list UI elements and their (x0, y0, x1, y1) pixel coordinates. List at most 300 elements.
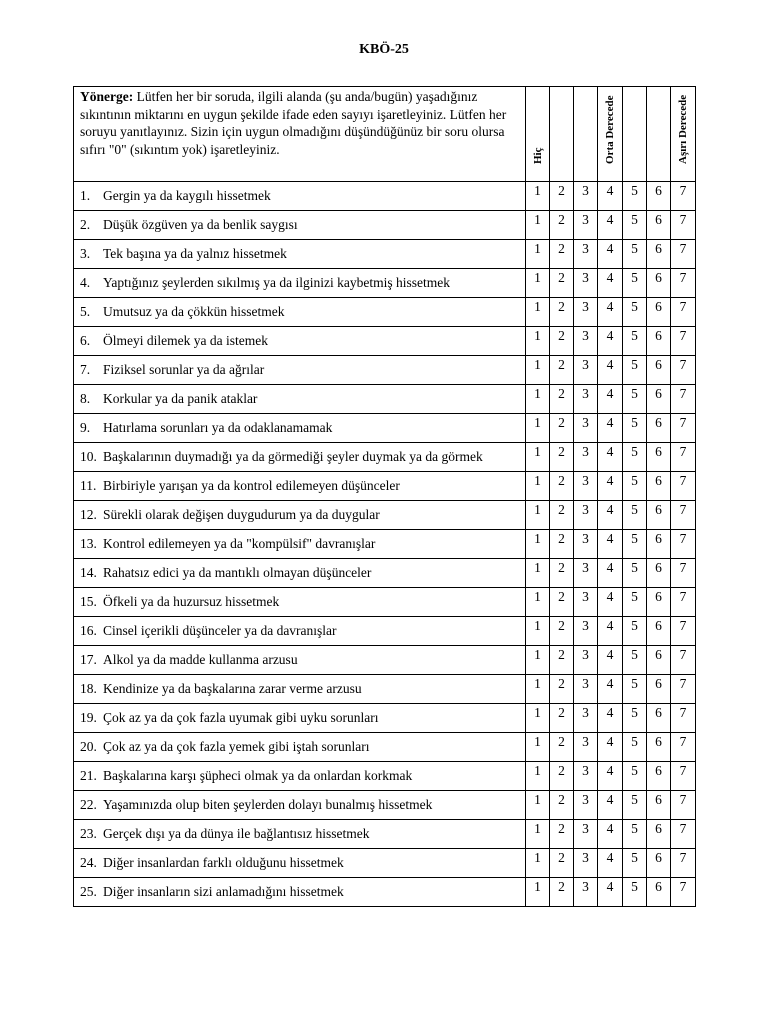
rating-option-value: 7 (679, 386, 687, 401)
rating-option-value: 4 (606, 299, 614, 314)
rating-option-value: 6 (655, 850, 662, 865)
item-row (74, 443, 696, 472)
rating-option-7[interactable] (671, 298, 696, 327)
header-row (74, 87, 696, 182)
rating-option-2[interactable] (550, 646, 574, 675)
item-number: 2. (80, 217, 91, 232)
rating-option-value: 1 (534, 212, 541, 227)
rating-option-2[interactable] (550, 762, 574, 791)
rating-option-value: 1 (534, 444, 541, 459)
rating-option-value: 6 (655, 618, 662, 633)
rating-option-6[interactable] (647, 182, 671, 211)
rating-option-value: 7 (679, 502, 687, 517)
rating-option-5[interactable] (623, 646, 647, 675)
rating-option-3[interactable] (574, 472, 598, 501)
item-number: 11. (80, 478, 97, 493)
rating-option-value: 3 (582, 241, 589, 256)
rating-option-3[interactable] (574, 356, 598, 385)
rating-option-1[interactable] (526, 675, 550, 704)
instruction-label: Yönerge: (80, 89, 134, 104)
rating-option-4[interactable] (598, 414, 623, 443)
rating-option-1[interactable] (526, 414, 550, 443)
item-number: 19. (80, 710, 97, 725)
item-number: 21. (80, 768, 97, 783)
item-row (74, 559, 696, 588)
rating-option-6[interactable] (647, 791, 671, 820)
item-row (74, 646, 696, 675)
rating-option-5[interactable] (623, 356, 647, 385)
rating-option-6[interactable] (647, 878, 671, 907)
rating-option-6[interactable] (647, 240, 671, 269)
rating-option-7[interactable] (671, 240, 696, 269)
item-text: Alkol ya da madde kullanma arzusu (103, 652, 298, 667)
item-question-cell (74, 211, 526, 240)
rating-option-5[interactable] (623, 588, 647, 617)
rating-option-1[interactable] (526, 269, 550, 298)
rating-option-3[interactable] (574, 530, 598, 559)
item-text: Birbiriyle yarışan ya da kontrol edilemeyen düşünceler (103, 478, 400, 493)
item-question-cell (74, 820, 526, 849)
rating-option-1[interactable] (526, 443, 550, 472)
rating-option-3[interactable] (574, 501, 598, 530)
item-number: 20. (80, 739, 97, 754)
rating-option-value: 7 (679, 792, 687, 807)
rating-option-7[interactable] (671, 472, 696, 501)
rating-option-2[interactable] (550, 501, 574, 530)
item-number: 1. (80, 188, 91, 203)
rating-option-6[interactable] (647, 356, 671, 385)
rating-option-value: 1 (534, 850, 541, 865)
rating-option-6[interactable] (647, 559, 671, 588)
rating-option-4[interactable] (598, 849, 623, 878)
rating-option-2[interactable] (550, 733, 574, 762)
rating-option-5[interactable] (623, 414, 647, 443)
rating-option-1[interactable] (526, 559, 550, 588)
rating-option-6[interactable] (647, 704, 671, 733)
rating-option-3[interactable] (574, 443, 598, 472)
rating-option-4[interactable] (598, 211, 623, 240)
rating-option-2[interactable] (550, 240, 574, 269)
rating-option-2[interactable] (550, 820, 574, 849)
item-number: 9. (80, 420, 91, 435)
rating-option-1[interactable] (526, 588, 550, 617)
rating-option-4[interactable] (598, 791, 623, 820)
rating-option-2[interactable] (550, 298, 574, 327)
item-row (74, 327, 696, 356)
item-text: Çok az ya da çok fazla uyumak gibi uyku sorunları (103, 710, 379, 725)
rating-option-1[interactable] (526, 530, 550, 559)
rating-option-5[interactable] (623, 762, 647, 791)
item-text: Rahatsız edici ya da mantıklı olmayan düşünceler (103, 565, 372, 580)
rating-option-1[interactable] (526, 617, 550, 646)
rating-option-7[interactable] (671, 182, 696, 211)
item-text: Fiziksel sorunlar ya da ağrılar (103, 362, 265, 377)
rating-option-2[interactable] (550, 704, 574, 733)
item-text: Başkalarının duymadığı ya da görmediği şeyler duymak ya da görmek (103, 449, 483, 464)
rating-option-7[interactable] (671, 791, 696, 820)
rating-option-value: 5 (631, 299, 638, 314)
rating-option-3[interactable] (574, 182, 598, 211)
rating-option-6[interactable] (647, 501, 671, 530)
rating-option-5[interactable] (623, 443, 647, 472)
rating-option-3[interactable] (574, 849, 598, 878)
item-row (74, 704, 696, 733)
rating-option-value: 7 (679, 415, 687, 430)
rating-option-2[interactable] (550, 269, 574, 298)
rating-option-6[interactable] (647, 385, 671, 414)
item-question (80, 559, 521, 587)
item-question-cell (74, 356, 526, 385)
rating-option-4[interactable] (598, 472, 623, 501)
rating-option-1[interactable] (526, 472, 550, 501)
rating-option-7[interactable] (671, 646, 696, 675)
rating-option-value: 3 (582, 792, 589, 807)
rating-option-7[interactable] (671, 617, 696, 646)
item-text: Korkular ya da panik ataklar (103, 391, 258, 406)
rating-option-2[interactable] (550, 327, 574, 356)
item-question (80, 211, 521, 239)
item-text: Kontrol edilemeyen ya da "kompülsif" davranışlar (103, 536, 376, 551)
item-row (74, 588, 696, 617)
rating-option-value: 5 (631, 270, 638, 285)
rating-option-5[interactable] (623, 704, 647, 733)
rating-option-value: 1 (534, 589, 541, 604)
rating-option-value: 5 (631, 473, 638, 488)
rating-option-2[interactable] (550, 530, 574, 559)
rating-option-3[interactable] (574, 820, 598, 849)
rating-option-1[interactable] (526, 646, 550, 675)
rating-option-5[interactable] (623, 182, 647, 211)
rating-option-value: 2 (558, 183, 565, 198)
rating-option-4[interactable] (598, 878, 623, 907)
rating-option-value: 6 (655, 212, 662, 227)
item-row (74, 182, 696, 211)
rating-option-1[interactable] (526, 356, 550, 385)
rating-option-4[interactable] (598, 617, 623, 646)
item-question (80, 385, 521, 413)
rating-option-4[interactable] (598, 588, 623, 617)
rating-option-value: 4 (606, 705, 614, 720)
rating-option-7[interactable] (671, 704, 696, 733)
rating-option-3[interactable] (574, 414, 598, 443)
rating-option-3[interactable] (574, 617, 598, 646)
rating-option-value: 6 (655, 763, 662, 778)
rating-option-2[interactable] (550, 385, 574, 414)
rating-option-7[interactable] (671, 530, 696, 559)
item-question-cell (74, 704, 526, 733)
rating-option-5[interactable] (623, 501, 647, 530)
rating-option-value: 4 (606, 473, 614, 488)
rating-option-5[interactable] (623, 211, 647, 240)
rating-option-1[interactable] (526, 762, 550, 791)
rating-option-5[interactable] (623, 385, 647, 414)
item-row (74, 414, 696, 443)
rating-option-4[interactable] (598, 704, 623, 733)
item-row (74, 530, 696, 559)
rating-option-6[interactable] (647, 762, 671, 791)
rating-option-3[interactable] (574, 298, 598, 327)
rating-option-value: 1 (534, 647, 541, 662)
rating-option-2[interactable] (550, 675, 574, 704)
item-question (80, 327, 521, 355)
rating-option-value: 1 (534, 502, 541, 517)
rating-option-value: 3 (582, 618, 589, 633)
rating-option-value: 4 (606, 676, 614, 691)
rating-option-5[interactable] (623, 240, 647, 269)
rating-option-3[interactable] (574, 269, 598, 298)
rating-option-value: 7 (679, 705, 687, 720)
item-number: 5. (80, 304, 91, 319)
item-question-cell (74, 791, 526, 820)
rating-option-4[interactable] (598, 182, 623, 211)
rating-option-4[interactable] (598, 762, 623, 791)
rating-option-5[interactable] (623, 820, 647, 849)
rating-option-1[interactable] (526, 240, 550, 269)
rating-option-3[interactable] (574, 733, 598, 762)
rating-option-value: 4 (606, 879, 614, 894)
rating-option-value: 4 (606, 241, 614, 256)
rating-option-2[interactable] (550, 356, 574, 385)
rating-option-2[interactable] (550, 443, 574, 472)
rating-option-value: 3 (582, 734, 589, 749)
rating-option-value: 3 (582, 879, 589, 894)
rating-option-value: 6 (655, 299, 662, 314)
item-question (80, 878, 521, 906)
rating-option-4[interactable] (598, 327, 623, 356)
rating-option-value: 6 (655, 357, 662, 372)
rating-option-7[interactable] (671, 878, 696, 907)
rating-option-value: 1 (534, 879, 541, 894)
rating-option-value: 5 (631, 879, 638, 894)
rating-option-5[interactable] (623, 530, 647, 559)
rating-option-value: 6 (655, 821, 662, 836)
rating-option-1[interactable] (526, 704, 550, 733)
rating-option-7[interactable] (671, 559, 696, 588)
item-question-cell (74, 530, 526, 559)
item-row (74, 849, 696, 878)
rating-option-5[interactable] (623, 733, 647, 762)
rating-option-3[interactable] (574, 240, 598, 269)
rating-option-4[interactable] (598, 820, 623, 849)
rating-option-6[interactable] (647, 675, 671, 704)
rating-option-2[interactable] (550, 791, 574, 820)
item-question-cell (74, 269, 526, 298)
rating-option-3[interactable] (574, 646, 598, 675)
rating-option-value: 2 (558, 502, 565, 517)
rating-option-3[interactable] (574, 791, 598, 820)
rating-option-value: 3 (582, 183, 589, 198)
item-question (80, 298, 521, 326)
rating-option-4[interactable] (598, 646, 623, 675)
rating-option-value: 5 (631, 444, 638, 459)
rating-option-5[interactable] (623, 791, 647, 820)
rating-option-3[interactable] (574, 675, 598, 704)
rating-option-7[interactable] (671, 733, 696, 762)
rating-option-value: 4 (606, 589, 614, 604)
rating-option-4[interactable] (598, 675, 623, 704)
rating-option-3[interactable] (574, 211, 598, 240)
rating-option-value: 6 (655, 734, 662, 749)
rating-option-3[interactable] (574, 878, 598, 907)
rating-option-5[interactable] (623, 472, 647, 501)
scale-header-label: Hiç (531, 147, 544, 164)
rating-option-6[interactable] (647, 588, 671, 617)
rating-option-4[interactable] (598, 356, 623, 385)
item-row (74, 298, 696, 327)
rating-option-7[interactable] (671, 820, 696, 849)
rating-option-5[interactable] (623, 269, 647, 298)
rating-option-3[interactable] (574, 559, 598, 588)
rating-option-6[interactable] (647, 530, 671, 559)
rating-option-5[interactable] (623, 559, 647, 588)
rating-option-value: 7 (679, 212, 687, 227)
item-question (80, 820, 521, 848)
rating-option-1[interactable] (526, 211, 550, 240)
rating-option-7[interactable] (671, 588, 696, 617)
rating-option-1[interactable] (526, 820, 550, 849)
rating-option-value: 5 (631, 763, 638, 778)
item-row (74, 385, 696, 414)
rating-option-7[interactable] (671, 675, 696, 704)
rating-option-value: 5 (631, 647, 638, 662)
rating-option-7[interactable] (671, 269, 696, 298)
rating-option-value: 7 (679, 357, 687, 372)
scale-header-5 (623, 87, 647, 182)
item-number: 7. (80, 362, 91, 377)
rating-option-value: 6 (655, 531, 662, 546)
item-row (74, 501, 696, 530)
rating-option-5[interactable] (623, 878, 647, 907)
rating-option-5[interactable] (623, 298, 647, 327)
rating-option-3[interactable] (574, 327, 598, 356)
rating-option-2[interactable] (550, 472, 574, 501)
rating-option-6[interactable] (647, 646, 671, 675)
rating-option-value: 1 (534, 618, 541, 633)
rating-option-value: 6 (655, 328, 662, 343)
rating-option-6[interactable] (647, 269, 671, 298)
rating-option-7[interactable] (671, 849, 696, 878)
rating-option-value: 3 (582, 705, 589, 720)
rating-option-7[interactable] (671, 443, 696, 472)
form-title: KBÖ-25 (359, 42, 409, 57)
rating-option-1[interactable] (526, 733, 550, 762)
rating-option-2[interactable] (550, 414, 574, 443)
rating-option-2[interactable] (550, 211, 574, 240)
rating-option-1[interactable] (526, 182, 550, 211)
rating-option-2[interactable] (550, 182, 574, 211)
rating-option-6[interactable] (647, 849, 671, 878)
rating-option-value: 7 (679, 328, 687, 343)
item-number: 10. (80, 449, 97, 464)
scale-header-7 (671, 87, 696, 182)
rating-option-7[interactable] (671, 327, 696, 356)
rating-option-4[interactable] (598, 559, 623, 588)
rating-option-value: 6 (655, 241, 662, 256)
item-question-cell (74, 385, 526, 414)
item-question-cell (74, 733, 526, 762)
rating-option-2[interactable] (550, 849, 574, 878)
rating-option-4[interactable] (598, 269, 623, 298)
rating-option-value: 7 (679, 473, 687, 488)
rating-option-7[interactable] (671, 762, 696, 791)
rating-option-5[interactable] (623, 849, 647, 878)
rating-option-5[interactable] (623, 675, 647, 704)
rating-option-4[interactable] (598, 443, 623, 472)
rating-option-3[interactable] (574, 704, 598, 733)
rating-option-1[interactable] (526, 878, 550, 907)
rating-option-6[interactable] (647, 733, 671, 762)
item-text: Yaşamınızda olup biten şeylerden dolayı bunalmış hissetmek (103, 797, 433, 812)
rating-option-value: 1 (534, 241, 541, 256)
rating-option-3[interactable] (574, 588, 598, 617)
rating-option-5[interactable] (623, 327, 647, 356)
rating-option-value: 6 (655, 473, 662, 488)
scale-header-label: Orta Derecede (604, 95, 616, 164)
rating-option-value: 2 (558, 618, 565, 633)
item-text: Yaptığınız şeylerden sıkılmış ya da ilginizi kaybetmiş hissetmek (103, 275, 450, 290)
rating-option-value: 5 (631, 212, 638, 227)
rating-option-7[interactable] (671, 414, 696, 443)
rating-option-4[interactable] (598, 240, 623, 269)
rating-option-value: 3 (582, 299, 589, 314)
rating-option-7[interactable] (671, 385, 696, 414)
rating-option-3[interactable] (574, 762, 598, 791)
rating-option-1[interactable] (526, 327, 550, 356)
rating-option-7[interactable] (671, 356, 696, 385)
rating-option-6[interactable] (647, 472, 671, 501)
rating-option-2[interactable] (550, 617, 574, 646)
rating-option-7[interactable] (671, 501, 696, 530)
rating-option-5[interactable] (623, 617, 647, 646)
item-question (80, 443, 521, 471)
rating-option-value: 1 (534, 705, 541, 720)
rating-option-value: 3 (582, 531, 589, 546)
rating-option-2[interactable] (550, 878, 574, 907)
item-text: Ölmeyi dilemek ya da istemek (103, 333, 268, 348)
item-question-cell (74, 327, 526, 356)
rating-option-4[interactable] (598, 385, 623, 414)
rating-option-1[interactable] (526, 298, 550, 327)
rating-option-6[interactable] (647, 211, 671, 240)
rating-option-1[interactable] (526, 385, 550, 414)
rating-option-1[interactable] (526, 501, 550, 530)
rating-option-3[interactable] (574, 385, 598, 414)
rating-option-2[interactable] (550, 588, 574, 617)
rating-option-7[interactable] (671, 211, 696, 240)
rating-option-value: 3 (582, 560, 589, 575)
item-question-cell (74, 762, 526, 791)
rating-option-value: 5 (631, 386, 638, 401)
rating-option-4[interactable] (598, 530, 623, 559)
item-text: Diğer insanların sizi anlamadığını hissetmek (103, 884, 344, 899)
item-row (74, 472, 696, 501)
rating-option-2[interactable] (550, 559, 574, 588)
rating-option-4[interactable] (598, 501, 623, 530)
item-number: 3. (80, 246, 91, 261)
item-number: 6. (80, 333, 91, 348)
rating-option-1[interactable] (526, 791, 550, 820)
rating-option-6[interactable] (647, 298, 671, 327)
rating-option-6[interactable] (647, 443, 671, 472)
rating-option-1[interactable] (526, 849, 550, 878)
rating-option-6[interactable] (647, 820, 671, 849)
rating-option-6[interactable] (647, 327, 671, 356)
rating-option-6[interactable] (647, 414, 671, 443)
rating-option-value: 4 (606, 415, 614, 430)
rating-option-6[interactable] (647, 617, 671, 646)
rating-option-4[interactable] (598, 733, 623, 762)
rating-option-4[interactable] (598, 298, 623, 327)
